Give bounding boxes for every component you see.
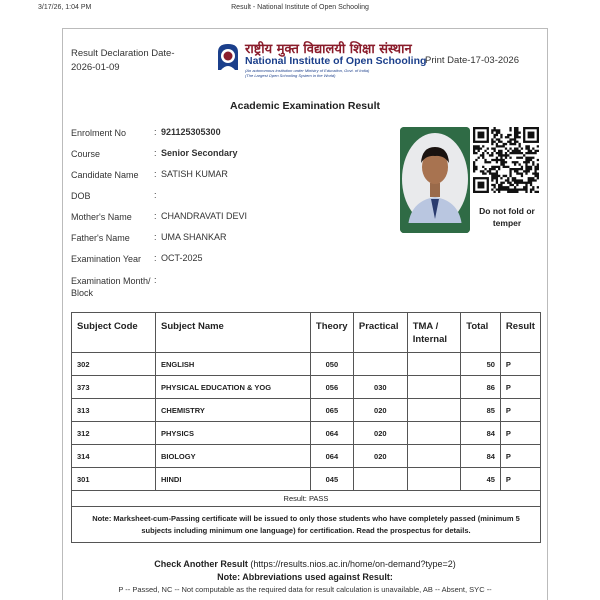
nios-emblem-icon — [215, 42, 241, 72]
cell-code: 314 — [72, 445, 156, 468]
info-colon: : — [154, 275, 157, 285]
info-colon: : — [154, 211, 157, 221]
header-subject-name: Subject Name — [156, 313, 311, 353]
cell-theory: 056 — [310, 376, 353, 399]
cell-total: 86 — [461, 376, 501, 399]
check-another-result — [63, 559, 547, 569]
cell-theory: 064 — [310, 445, 353, 468]
cell-name: PHYSICAL EDUCATION & YOG — [156, 376, 311, 399]
cell-tma — [407, 376, 461, 399]
info-value-mother-name: CHANDRAVATI DEVI — [161, 211, 248, 221]
marks-table — [71, 312, 541, 543]
info-label: Father's Name — [71, 233, 130, 243]
header-subject-code: Subject Code — [72, 313, 156, 353]
logo-tagline — [245, 68, 369, 78]
info-colon: : — [154, 127, 157, 137]
cell-practical: 020 — [353, 422, 407, 445]
cell-code: 313 — [72, 399, 156, 422]
abbreviations-text: P -- Passed, NC -- Not computable as the required data for result calculation is unavailable, AB -- Absent, SYC -- — [118, 585, 492, 594]
logo-english-text — [245, 55, 426, 67]
info-value-father-name: UMA SHANKAR — [161, 232, 227, 242]
header-result: Result — [500, 313, 540, 353]
info-value-enrolment: 921125305300 — [161, 127, 221, 137]
cell-code: 312 — [72, 422, 156, 445]
cell-total: 45 — [461, 468, 501, 491]
logo-hindi-text: राष्ट्रीय मुक्त विद्यालयी शिक्षा संस्थान — [245, 42, 412, 57]
overall-result-row — [72, 491, 541, 507]
qr-finder-1 — [523, 127, 539, 143]
cell-practical — [353, 353, 407, 376]
cell-name: ENGLISH — [156, 353, 311, 376]
table-row — [72, 468, 541, 491]
cell-total: 84 — [461, 445, 501, 468]
cell-practical: 020 — [353, 399, 407, 422]
certificate-note-row — [72, 507, 541, 543]
declaration-label: Result Declaration Date- — [71, 48, 175, 59]
abbreviations-title: Note: Abbreviations used against Result: — [217, 572, 393, 582]
info-colon: : — [154, 169, 157, 179]
cell-result: P — [500, 376, 540, 399]
cell-name: HINDI — [156, 468, 311, 491]
info-colon: : — [154, 232, 157, 242]
page-title: Academic Examination Result — [230, 100, 380, 112]
info-label: Course — [71, 149, 101, 159]
info-label: Candidate Name — [71, 170, 139, 180]
fold-note: Do not fold or temper — [479, 206, 535, 228]
result-sheet — [62, 28, 548, 600]
qr-finder-0 — [473, 127, 489, 143]
info-label: Mother's Name — [71, 212, 132, 222]
cell-tma — [407, 445, 461, 468]
print-page-title: Result - National Institute of Open Schooling — [231, 4, 369, 11]
header-total: Total — [461, 313, 501, 353]
print-date: Print Date-17-03-2026 — [425, 55, 519, 66]
cell-name: CHEMISTRY — [156, 399, 311, 422]
cell-result: P — [500, 445, 540, 468]
logo-tagline-1: (An autonomous institution under Ministry of Education, Govt. of India) — [245, 68, 370, 73]
logo-english-part1: National Institute of — [245, 55, 346, 67]
cell-theory: 064 — [310, 422, 353, 445]
cell-code: 373 — [72, 376, 156, 399]
browser-print-header — [0, 4, 600, 16]
logo-tagline-2: (The Largest Open Schooling System in the World) — [245, 73, 336, 78]
overall-result: Result: PASS — [72, 491, 541, 507]
cell-name: PHYSICS — [156, 422, 311, 445]
info-label: Enrolment No — [71, 128, 127, 138]
cell-result: P — [500, 468, 540, 491]
cell-result: P — [500, 422, 540, 445]
info-value-course: Senior Secondary — [161, 148, 238, 158]
qr-finder-2 — [473, 177, 489, 193]
cell-practical: 020 — [353, 445, 407, 468]
cell-tma — [407, 399, 461, 422]
info-value-exam-year: OCT-2025 — [161, 253, 203, 263]
table-row — [72, 353, 541, 376]
cell-result: P — [500, 399, 540, 422]
cell-tma — [407, 353, 461, 376]
certificate-note: Note: Marksheet-cum-Passing certificate will be issued to only those students who have completely passed (minimum 5 subjects including minimum one language) for certification. Read the prospectus for details. — [72, 507, 541, 543]
cell-name: BIOLOGY — [156, 445, 311, 468]
cell-total: 84 — [461, 422, 501, 445]
logo-english-part2: Open Schooling — [345, 55, 427, 67]
table-row — [72, 445, 541, 468]
print-datetime: 3/17/26, 1:04 PM — [38, 4, 92, 11]
cell-total: 85 — [461, 399, 501, 422]
cell-theory: 050 — [310, 353, 353, 376]
cell-result: P — [500, 353, 540, 376]
result-declaration — [71, 47, 196, 75]
table-header-row — [72, 313, 541, 353]
header-practical: Practical — [353, 313, 407, 353]
info-value-candidate-name: SATISH KUMAR — [161, 169, 228, 179]
cell-code: 301 — [72, 468, 156, 491]
info-colon: : — [154, 253, 157, 263]
info-colon: : — [154, 190, 157, 200]
nios-logo — [215, 39, 430, 79]
info-colon: : — [154, 148, 157, 158]
cell-practical: 030 — [353, 376, 407, 399]
cell-total: 50 — [461, 353, 501, 376]
cell-theory: 045 — [310, 468, 353, 491]
info-label: Examination Month/ Block — [71, 276, 151, 298]
qr-code-icon — [473, 127, 539, 193]
info-label: Examination Year — [71, 254, 142, 264]
declaration-date: 2026-01-09 — [71, 62, 120, 73]
info-label: DOB — [71, 191, 91, 201]
header-theory: Theory — [310, 313, 353, 353]
header-tma-internal: TMA / Internal — [407, 313, 461, 353]
cell-tma — [407, 468, 461, 491]
candidate-photo-image — [400, 127, 470, 233]
check-another-result-link[interactable]: Check Another Result — [154, 559, 248, 569]
table-row — [72, 376, 541, 399]
cell-tma — [407, 422, 461, 445]
table-row — [72, 399, 541, 422]
candidate-photo — [400, 127, 470, 233]
cell-theory: 065 — [310, 399, 353, 422]
cell-practical — [353, 468, 407, 491]
table-row — [72, 422, 541, 445]
check-another-result-url: (https://results.nios.ac.in/home/on-demand?type=2) — [250, 559, 456, 569]
cell-code: 302 — [72, 353, 156, 376]
